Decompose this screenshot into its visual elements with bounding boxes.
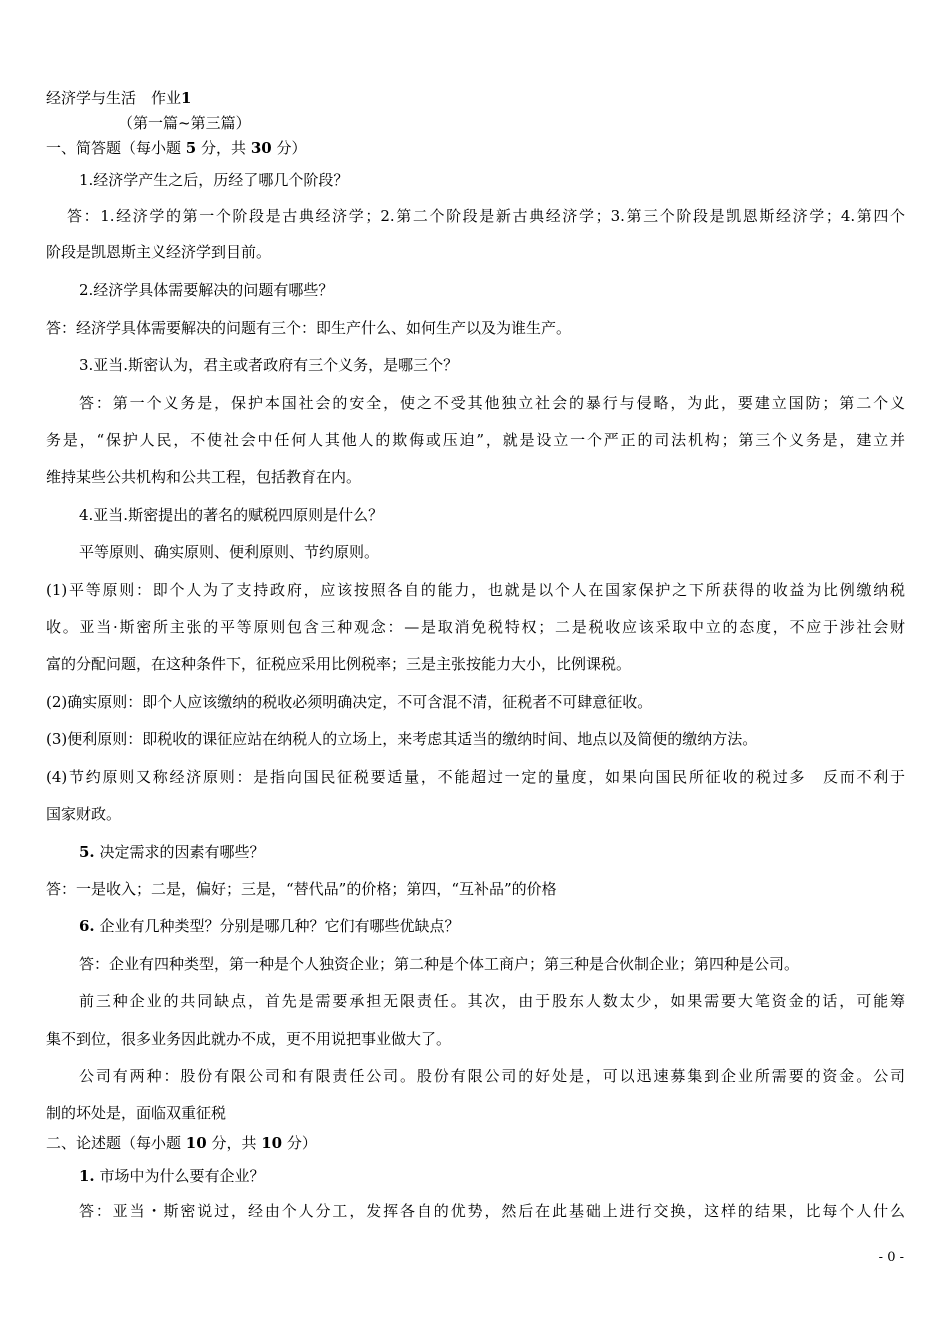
answer-4-p2: (2)确实原则：即个人应该缴纳的税收必须明确决定，不可含混不清，征税者不可肆意征收。: [46, 693, 653, 711]
answer-6-p3-line-1: 公司有两种：股份有限公司和有限责任公司。股份有限公司的好处是，可以迅速募集到企业所需要的资金。公司: [79, 1067, 905, 1085]
document-subtitle: （第一篇~第三篇）: [118, 114, 251, 132]
question-5-text: 决定需求的因素有哪些？: [94, 843, 265, 861]
section2-question-1-text: 市场中为什么要有企业？: [94, 1167, 265, 1185]
question-6: [79, 916, 459, 936]
section2-heading-part: 二、论述题（每小题: [46, 1134, 182, 1152]
answer-4-p1-line-1: (1)平等原则：即个人为了支持政府，应该按照各自的能力，也就是以个人在国家保护之下所获得的收益为比例缴纳税: [46, 581, 905, 599]
question-4: 4.亚当.斯密提出的著名的赋税四原则是什么？: [79, 506, 384, 524]
title-number: 1: [181, 89, 192, 107]
title-text: 经济学与生活 作业: [46, 89, 182, 107]
section1-points-total: 30: [250, 139, 272, 157]
section2-points-each: 10: [185, 1134, 207, 1152]
answer-5: 答：一是收入；二是，偏好；三是，“替代品”的价格；第四，“互补品”的价格: [46, 880, 557, 898]
answer-1-line-2: 阶段是凯恩斯主义经济学到目前。: [46, 243, 272, 261]
section2-question-1: [79, 1166, 264, 1186]
answer-3-line-2: 务是，“保护人民，不使社会中任何人其他人的欺侮或压迫”，就是设立一个严正的司法机构；第三个义务是，建立并: [46, 431, 905, 449]
section2-heading-part: 分）: [286, 1134, 317, 1152]
section2-heading-part: 分，共: [211, 1134, 257, 1152]
section1-heading-part: 分，共: [201, 139, 247, 157]
question-2: 2.经济学具体需要解决的问题有哪些？: [79, 281, 334, 299]
answer-1-line-1: 答：1.经济学的第一个阶段是古典经济学；2.第二个阶段是新古典经济学；3.第三个阶段是凯恩斯经济学；4.第四个: [67, 207, 905, 225]
page-number: - 0 -: [878, 1250, 904, 1265]
question-3: 3.亚当.斯密认为，君主或者政府有三个义务，是哪三个？: [79, 356, 459, 374]
answer-4-p1-line-2: 收。亚当·斯密所主张的平等原则包含三种观念：—是取消免税特权；二是税收应该采取中立的态度，不应于涉社会财: [46, 618, 905, 636]
answer-4-intro: 平等原则、确实原则、便利原则、节约原则。: [79, 543, 380, 561]
answer-4-p1-line-3: 富的分配问题，在这种条件下，征税应采用比例税率；三是主张按能力大小，比例课税。: [46, 655, 632, 673]
answer-6-line-1: 答：企业有四种类型，第一种是个人独资企业；第二种是个体工商户；第三种是合伙制企业；第四种是公司。: [79, 955, 800, 973]
answer-3-line-3: 维持某些公共机构和公共工程，包括教育在内。: [46, 468, 362, 486]
answer-3-line-1: 答：第一个义务是，保护本国社会的安全，使之不受其他独立社会的暴行与侵略，为此，要建立国防；第二个义: [79, 394, 905, 412]
answer-2: 答：经济学具体需要解决的问题有三个：即生产什么、如何生产以及为谁生产。: [46, 319, 572, 337]
document-title: [46, 88, 191, 108]
question-6-text: 企业有几种类型？分别是哪几种？它们有哪些优缺点？: [94, 917, 460, 935]
answer-4-p3: (3)便利原则：即税收的课征应站在纳税人的立场上，来考虑其适当的缴纳时间、地点以及简便的缴纳方法。: [46, 730, 758, 748]
answer-6-p3-line-2: 制的坏处是，面临双重征税: [46, 1104, 227, 1122]
question-5: [79, 842, 264, 862]
answer-4-p4-line-1: (4)节约原则又称经济原则：是指向国民征税要适量，不能超过一定的量度，如果向国民所征收的税过多 反而不利于: [46, 768, 905, 786]
section2-points-total: 10: [261, 1134, 283, 1152]
section2-answer-1-line-1: 答：亚当・斯密说过，经由个人分工，发挥各自的优势，然后在此基础上进行交换，这样的结果，比每个人什么: [79, 1202, 905, 1220]
answer-4-p4-line-2: 国家财政。: [46, 805, 122, 823]
question-6-number: 6.: [79, 917, 95, 935]
answer-6-p2-line-1: 前三种企业的共同缺点，首先是需要承担无限责任。其次，由于股东人数太少，如果需要大笔资金的话，可能筹: [79, 992, 905, 1010]
question-1: 1.经济学产生之后，历经了哪几个阶段？: [79, 171, 349, 189]
question-5-number: 5.: [79, 843, 95, 861]
section2-heading: [46, 1133, 317, 1153]
section1-heading-part: 分）: [276, 139, 307, 157]
section1-points-each: 5: [185, 139, 197, 157]
answer-6-p2-line-2: 集不到位，很多业务因此就办不成，更不用说把事业做大了。: [46, 1030, 452, 1048]
section1-heading: [46, 138, 306, 158]
section1-heading-part: 一、简答题（每小题: [46, 139, 182, 157]
section2-question-1-number: 1.: [79, 1167, 95, 1185]
